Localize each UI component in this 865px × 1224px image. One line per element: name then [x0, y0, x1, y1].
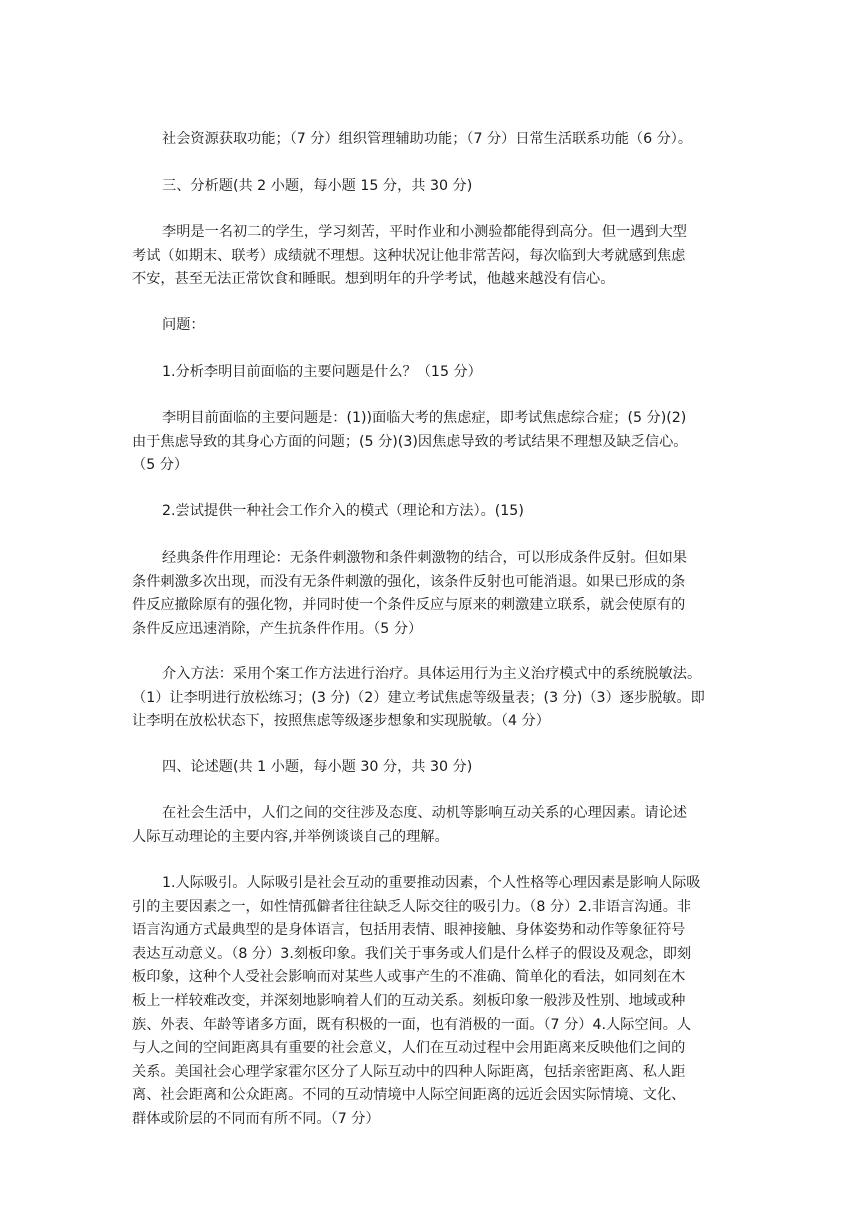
text-line: 由于焦虑导致的其身心方面的问题；(5 分)(3)因焦虑导致的考试结果不理想及缺乏信心。	[132, 433, 688, 450]
answer-2-theory	[132, 547, 740, 641]
text-line: 表达互动意义。（8 分）3.刻板印象。我们关于事务或人们是什么样子的假设及观念，即刻	[132, 945, 692, 962]
section-heading-analysis	[162, 175, 740, 199]
text-line: 板上一样较难改变，并深刻地影响着人们的互动关系。刻板印象一般涉及性别、地域或种	[132, 992, 686, 1009]
text-line: 考试（如期末、联考）成绩就不理想。这种状况让他非常苦闷，每次临到大考就感到焦虑	[132, 247, 686, 264]
text-line: 1.人际吸引。人际吸引是社会互动的重要推动因素，个人性格等心理因素是影响人际吸	[162, 875, 701, 891]
text-line: 族、外表、年龄等诸多方面，既有积极的一面，也有消极的一面。（7 分）4.人际空间。人	[132, 1016, 692, 1033]
text-line: 板印象，这种个人受社会影响而对某些人或事产生的不准确、简单化的看法，如同刻在木	[132, 969, 686, 986]
text-line: 经典条件作用理论：无条件刺激物和条件刺激物的结合，可以形成条件反射。但如果	[162, 550, 687, 566]
text-line: 李明目前面临的主要问题是：(1))面临大考的焦虑症，即考试焦虑综合症；(5 分)(2)	[162, 410, 687, 426]
text-line: 李明是一名初二的学生，学习刻苦，平时作业和小测验都能得到高分。但一遇到大型	[162, 224, 687, 240]
text-line: 在社会生活中，人们之间的交往涉及态度、动机等影响互动关系的心理因素。请论述	[162, 805, 687, 821]
text-line: 让李明在放松状态下，按照焦虑等级逐步想象和实现脱敏。（4 分）	[132, 713, 550, 730]
text-line: 群体或阶层的不同而有所不同。（7 分）	[132, 1110, 380, 1127]
text-line: 与人之间的空间距离具有重要的社会意义，人们在互动过程中会用距离来反映他们之间的	[132, 1040, 686, 1057]
answer-1	[132, 407, 740, 478]
section-heading-essay	[162, 756, 740, 780]
answer-2-method	[132, 663, 740, 734]
text-line: 关系。美国社会心理学家霍尔区分了人际互动中的四种人际距离，包括亲密距离、私人距	[132, 1063, 686, 1080]
question-2	[162, 500, 740, 524]
text-line: 介入方法：采用个案工作方法进行治疗。具体运用行为主义治疗模式中的系统脱敏法。	[162, 666, 702, 682]
text-line: 离、社会距离和公众距离。不同的互动情境中人际空间距离的远近会因实际情境、文化、	[132, 1087, 686, 1104]
text-line: 四、论述题(共 1 小题，每小题 30 分，共 30 分)	[162, 759, 473, 775]
text-line: （1）让李明进行放松练习；(3 分)（2）建立考试焦虑等级量表；(3 分)（3）逐步脱敏。即	[132, 689, 705, 706]
text-line: 人际互动理论的主要内容,并举例谈谈自己的理解。	[132, 828, 449, 845]
paragraph-case-description	[132, 221, 740, 292]
question-1	[162, 361, 740, 385]
text-line: 1.分析李明目前面临的主要问题是什么？（15 分）	[162, 364, 482, 380]
question-label	[162, 314, 740, 338]
text-line: 语言沟通方式最典型的是身体语言，包括用表情、眼神接触、身体姿势和动作等象征符号	[132, 922, 686, 939]
text-line: 三、分析题(共 2 小题，每小题 15 分，共 30 分)	[162, 178, 473, 194]
paragraph-function-summary	[162, 128, 740, 152]
text-line: 条件反应迅速消除，产生抗条件作用。（5 分）	[132, 620, 423, 637]
text-line: 社会资源获取功能；（7 分）组织管理辅助功能；（7 分）日常生活联系功能（6 分）。	[162, 131, 693, 147]
text-line: 件反应撤除原有的强化物，并同时使一个条件反应与原来的刺激建立联系，就会使原有的	[132, 597, 686, 614]
text-line: 2.尝试提供一种社会工作介入的模式（理论和方法）。(15)	[162, 503, 524, 519]
text-line: （5 分）	[132, 457, 189, 474]
text-line: 不安，甚至无法正常饮食和睡眠。想到明年的升学考试，他越来越没有信心。	[132, 271, 615, 288]
text-line: 问题：	[162, 317, 205, 333]
text-line: 条件刺激多次出现，而没有无条件刺激的强化，该条件反射也可能消退。如果已形成的条	[132, 573, 686, 590]
essay-question	[132, 802, 740, 849]
essay-answer	[132, 872, 740, 1132]
text-line: 引的主要因素之一，如性情孤僻者往往缺乏人际交往的吸引力。（8 分）2.非语言沟通。非	[132, 898, 692, 915]
